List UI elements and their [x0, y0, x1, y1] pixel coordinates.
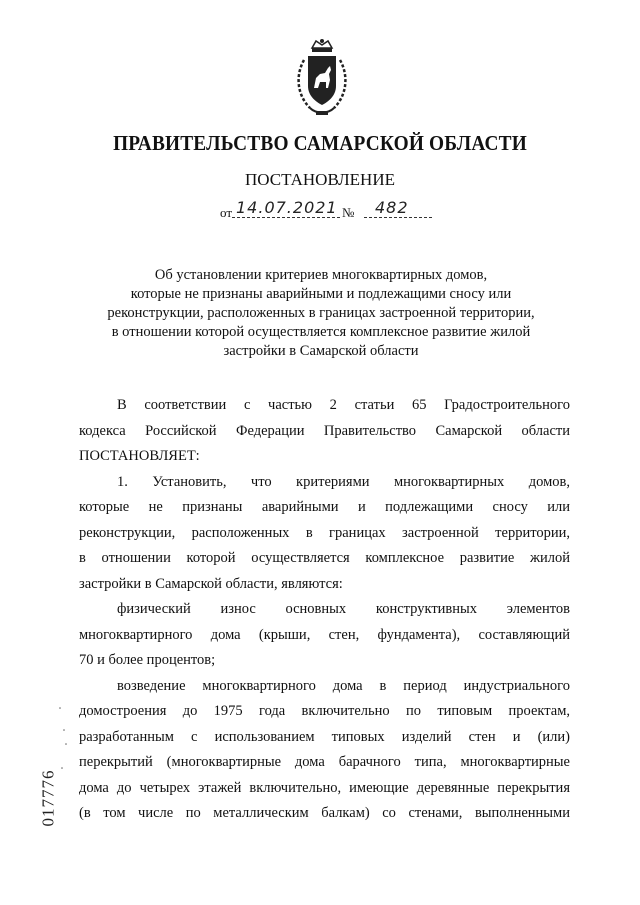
preamble-line: кодекса Российской Федерации Правительство Самарской области	[79, 422, 570, 439]
criterion2-line: перекрытий (многоквартирные дома барачного типа, многоквартирные	[79, 754, 570, 770]
criterion2-line: дома до четырех этажей включительно, имеющие деревянные перекрытия	[79, 779, 570, 796]
document-date: 14.07.2021	[236, 198, 338, 217]
preamble-line: В соответствии с частью 2 статьи 65 Градостроительного	[117, 397, 570, 413]
criterion1-line: физический износ основных конструктивных элементов	[117, 601, 570, 617]
document-body	[79, 393, 570, 827]
serial-number: 017776	[38, 769, 58, 827]
criterion1-line: многоквартирного дома (крыши, стен, фундамента), составляющий	[79, 626, 570, 643]
document-subject	[96, 266, 546, 361]
criterion2-line: разработанным с использованием типовых изделий стен и (или)	[79, 728, 570, 745]
criterion1-line: 70 и более процентов;	[79, 652, 216, 668]
subject-line: Об установлении критериев многоквартирных домов,	[154, 267, 488, 283]
criterion2-line: возведение многоквартирного дома в период индустриального	[117, 677, 570, 694]
item1-line: в отношении которой осуществляется комплексное развитие жилой	[79, 550, 570, 566]
date-underline	[232, 217, 340, 218]
organization-title: ПРАВИТЕЛЬСТВО САМАРСКОЙ ОБЛАСТИ	[113, 131, 527, 155]
date-label: от	[220, 205, 233, 220]
criterion2-line: домостроения до 1975 года включительно по типовым проектам,	[79, 703, 570, 719]
preamble-line: ПОСТАНОВЛЯЕТ:	[79, 448, 200, 464]
document-type: ПОСТАНОВЛЕНИЕ	[244, 170, 395, 189]
subject-line: реконструкции, расположенных в границах застроенной территории,	[107, 305, 535, 321]
item1-line: реконструкции, расположенных в границах застроенной территории,	[79, 524, 570, 541]
number-underline	[364, 217, 432, 218]
document-number: 482	[375, 198, 409, 217]
criterion2-line: (в том числе по металлическим балкам) со стенами, выполненными	[79, 805, 570, 821]
subject-line: которые не признаны аварийными и подлежащими сносу или	[130, 286, 512, 302]
document-date-number	[218, 197, 438, 223]
item1-line: застройки в Самарской области, являются:	[79, 575, 343, 592]
item1-line: 1. Установить, что критериями многоквартирных домов,	[117, 473, 570, 490]
item1-line: которые не признаны аварийными и подлежащими сносу или	[79, 499, 570, 515]
serial-stamp	[38, 770, 68, 830]
subject-line: в отношении которой осуществляется комплексное развитие жилой	[111, 324, 531, 340]
samara-coat-of-arms-icon	[290, 38, 354, 118]
subject-line: застройки в Самарской области	[223, 343, 419, 359]
number-label: №	[342, 205, 355, 220]
